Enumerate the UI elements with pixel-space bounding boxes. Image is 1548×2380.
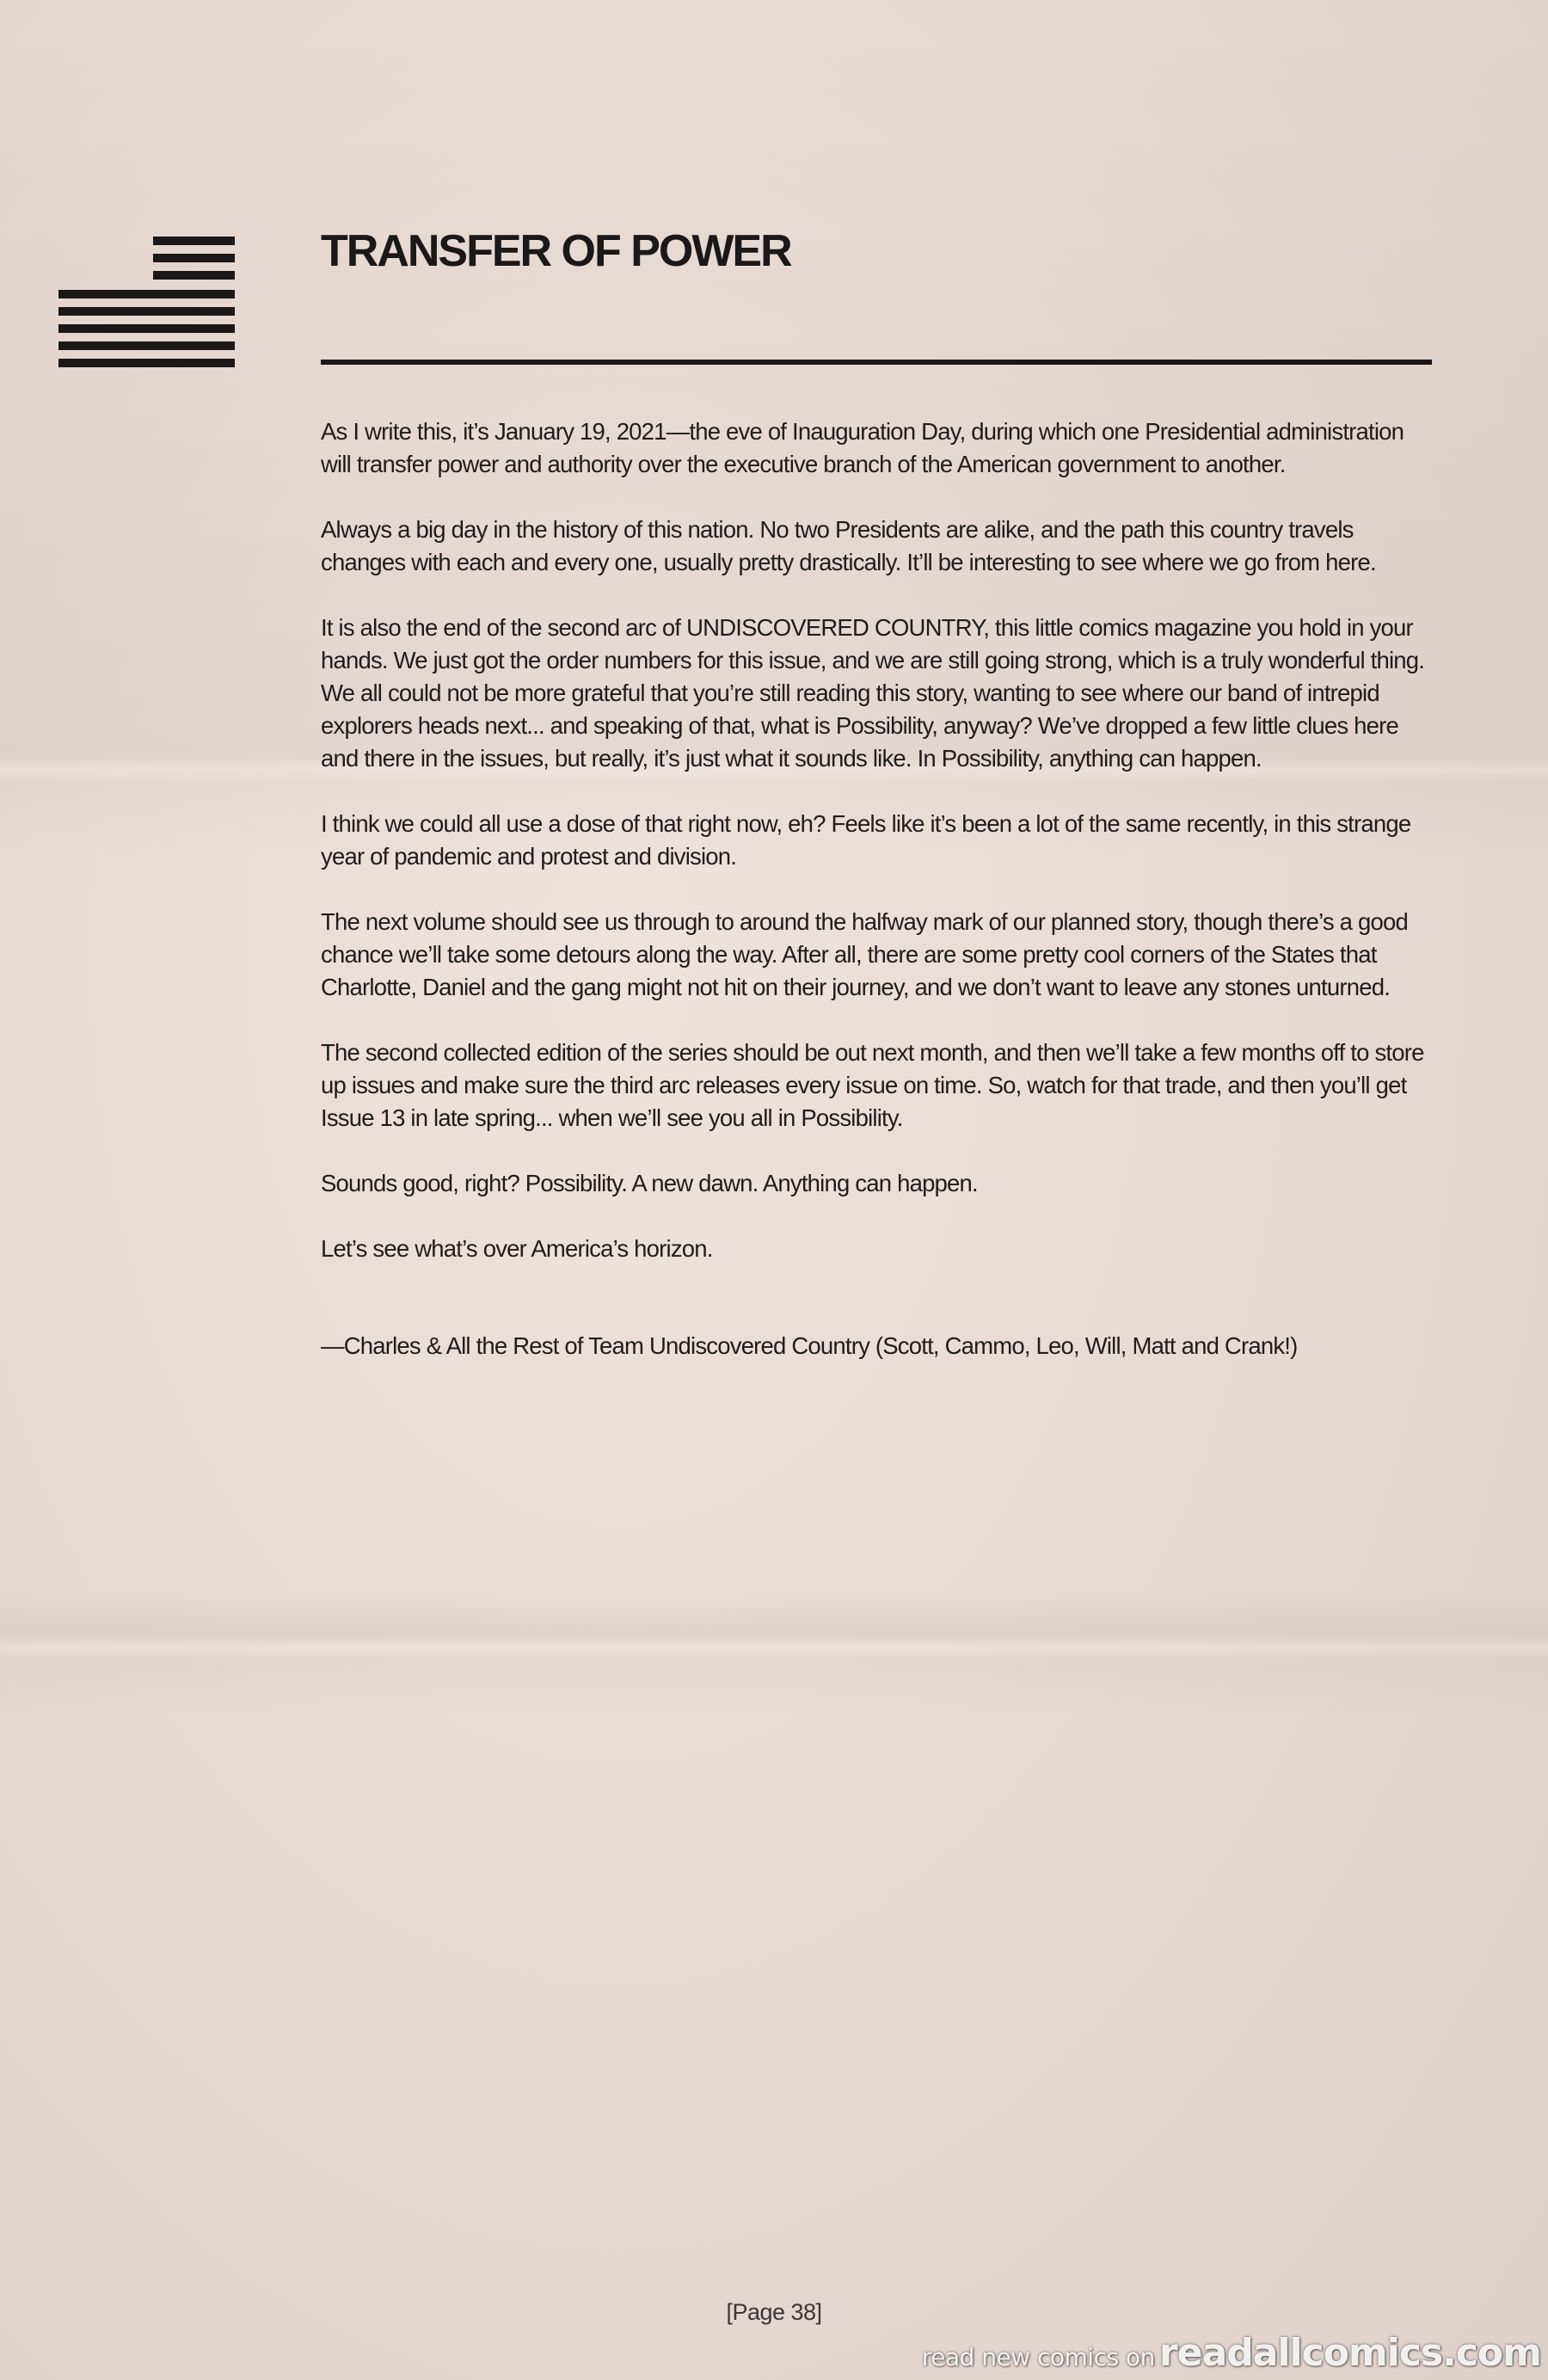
flag-stripe bbox=[58, 290, 235, 298]
watermark-link[interactable] bbox=[922, 2331, 1541, 2375]
flag-stripe bbox=[58, 307, 235, 316]
watermark-site: readallcomics.com bbox=[1159, 2331, 1541, 2375]
page-title: TRANSFER OF POWER bbox=[321, 226, 791, 276]
flag-stripe bbox=[153, 254, 235, 262]
letter-paragraph: As I write this, it’s January 19, 2021—the eve of Inauguration Day, during which one Presidential administration will transfer power and authority over the executive branch of the American government to another. bbox=[321, 418, 1404, 477]
page-number: [Page 38] bbox=[726, 2299, 822, 2325]
watermark-tagline: read new comics on bbox=[921, 2343, 1155, 2371]
letter-paragraph: Sounds good, right? Possibility. A new dawn. Anything can happen. bbox=[321, 1170, 978, 1196]
letter-paragraph: It is also the end of the second arc of UNDISCOVERED COUNTRY, this little comics magazine you hold in your hands. We just got the order numbers for this issue, and we are still going strong, which is a truly wonderful thing. We all could not be more grateful that you’re still reading this story, wanting to see where our band of intrepid explorers heads next... and speaking of that, what is Possibility, anyway? We’ve dropped a few little clues here and there in the issues, but really, it’s just what it sounds like. In Possibility, anything can happen. bbox=[321, 614, 1425, 772]
flag-stripe bbox=[58, 341, 235, 350]
striped-flag-icon bbox=[58, 237, 235, 367]
title-divider bbox=[321, 360, 1432, 365]
flag-stripe bbox=[58, 324, 235, 333]
letter-paragraph: I think we could all use a dose of that right now, eh? Feels like it’s been a lot of the same recently, in this strange year of pandemic and protest and division. bbox=[321, 810, 1411, 870]
flag-stripe bbox=[153, 237, 235, 245]
letter-signature: —Charles & All the Rest of Team Undiscovered Country (Scott, Cammo, Leo, Will, Matt and Crank!) bbox=[321, 1332, 1298, 1359]
flag-stripe bbox=[153, 271, 235, 280]
letter-paragraph: Let’s see what’s over America’s horizon. bbox=[321, 1235, 713, 1262]
letter-body bbox=[321, 415, 1439, 1395]
letter-paragraph: The second collected edition of the series should be out next month, and then we’ll take a few months off to store up issues and make sure the third arc releases every issue on time. So, watch for that trade, and then you’ll get Issue 13 in late spring... when we’ll see you all in Possibility. bbox=[321, 1039, 1424, 1131]
flag-stripe bbox=[58, 359, 235, 367]
letter-paragraph: Always a big day in the history of this nation. No two Presidents are alike, and the path this country travels changes with each and every one, usually pretty drastically. It’ll be interesting to see where we go from here. bbox=[321, 516, 1376, 575]
letter-paragraph: The next volume should see us through to around the halfway mark of our planned story, though there’s a good chance we’ll take some detours along the way. After all, there are some pretty cool corners of the States that Charlotte, Daniel and the gang might not hit on their journey, and we don’t want to leave any stones unturned. bbox=[321, 908, 1408, 1000]
